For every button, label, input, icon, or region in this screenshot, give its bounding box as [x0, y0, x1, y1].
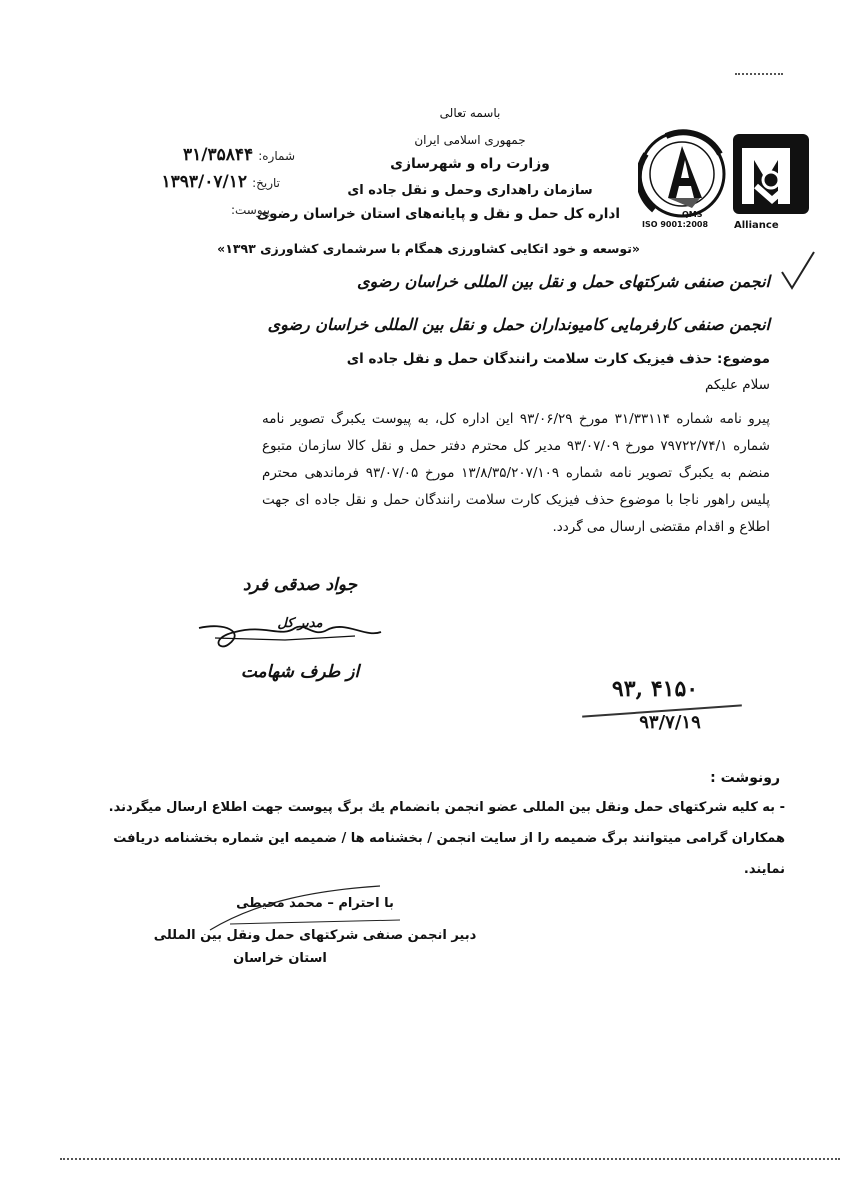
cc-sender-line-2: استان خراسان [233, 951, 327, 966]
number-value: ۳۱/۳۵۸۴۴ [183, 145, 254, 165]
greeting: سلام علیکم [704, 377, 770, 393]
cc-heading: رونوشت : [710, 770, 780, 786]
cc-sender-line-1: دبیر انجمن صنفی شرکتهای حمل ونقل بین المللی [153, 928, 477, 943]
header-ministry: وزارت راه و شهرسازی [390, 156, 550, 172]
logo-iso-text: ISO 9001:2008 [642, 220, 709, 229]
logo-qms-text: QMS [682, 210, 703, 219]
header-directorate: اداره کل حمل و نقل و پایانه‌های استان خراسان رضوی [256, 206, 620, 222]
attachment-label: پیوست: [230, 203, 270, 217]
slogan: «توسعه و خود اتکایی کشاورزی همگام با سرشماری کشاورزی ۱۳۹۳» [217, 241, 640, 256]
number-label: شماره: [258, 149, 295, 163]
subject-row [346, 351, 770, 367]
recipient-2: انجمن صنفی کارفرمایی کامیونداران حمل و نقل بین المللی خراسان رضوی [267, 315, 770, 334]
stamp-date: ۹۳/۷/۱۹ [639, 712, 701, 733]
page-bottom-edge [60, 1158, 840, 1160]
cc-line-1: - به کلیه شرکتهای حمل ونقل بین المللی عضو انجمن بانضمام یك برگ پیوست جهت اطلاع ارسال میگردند. [108, 800, 785, 815]
cc-closing: با احترام – محمد محیطی [236, 896, 394, 911]
meta-attachment-row [200, 199, 270, 218]
signatory-title: مدیر کل [277, 616, 323, 631]
logo-brand-text: Alliance [734, 220, 779, 231]
ministry-emblem-icon [733, 134, 809, 214]
subject-text: حذف فیزیک کارت سلامت رانندگان حمل و نقل جاده ای [346, 351, 713, 367]
meta-number-row [150, 145, 295, 165]
meta-date-row [140, 172, 280, 192]
date-value: ۱۳۹۳/۰۷/۱۲ [161, 172, 247, 192]
header-republic: جمهوری اسلامی ایران [414, 133, 526, 147]
header-organization: سازمان راهداری وحمل و نقل جاده ای [347, 183, 593, 198]
stamp-number: ۹۳, ۴۱۵۰ [611, 676, 699, 702]
signatory-name: جواد صدقی فرد [242, 575, 358, 595]
logo [638, 124, 818, 234]
cc-line-2: همکاران گرامی میتوانند برگ ضمیمه را از سایت انجمن / بخشنامه ها / ضمیمه این شماره بخشنامه دریافت [113, 831, 785, 846]
check-mark-icon [778, 248, 818, 294]
signatory-on-behalf: از طرف شهامت [240, 662, 360, 682]
date-label: تاریخ: [252, 176, 280, 190]
scan-mark [735, 73, 783, 75]
subject-label: موضوع: [717, 351, 770, 367]
recipient-1: انجمن صنفی شرکتهای حمل و نقل بین المللی خراسان رضوی [357, 272, 770, 291]
header-invocation: باسمه تعالی [439, 106, 501, 120]
certification-logo [638, 124, 818, 234]
letter-body: پیرو نامه شماره ۳۱/۳۳۱۱۴ مورخ ۹۳/۰۶/۲۹ این اداره کل، به پیوست یکبرگ تصویر نامه شماره ۷۹۷۲۲/۷۴/۱ مورخ ۹۳/۰۷/۰۹ مدیر کل محترم دفتر حمل و نقل کالا سازمان متبوع منضم به یکبرگ تصویر نامه شماره ۱۳/۸/۳۵/۲۰۷/۱۰۹ مورخ ۹۳/۰۷/۰۵ فرماندهی محترم پلیس راهور ناجا با موضوع حذف فیزیک کارت سلامت رانندگان حمل و نقل جاده ای جهت اطلاع و اقدام مقتضی ارسال می گردد. [262, 411, 770, 535]
certification-seal-icon [639, 132, 724, 216]
cc-line-3: نمایند. [743, 862, 785, 877]
